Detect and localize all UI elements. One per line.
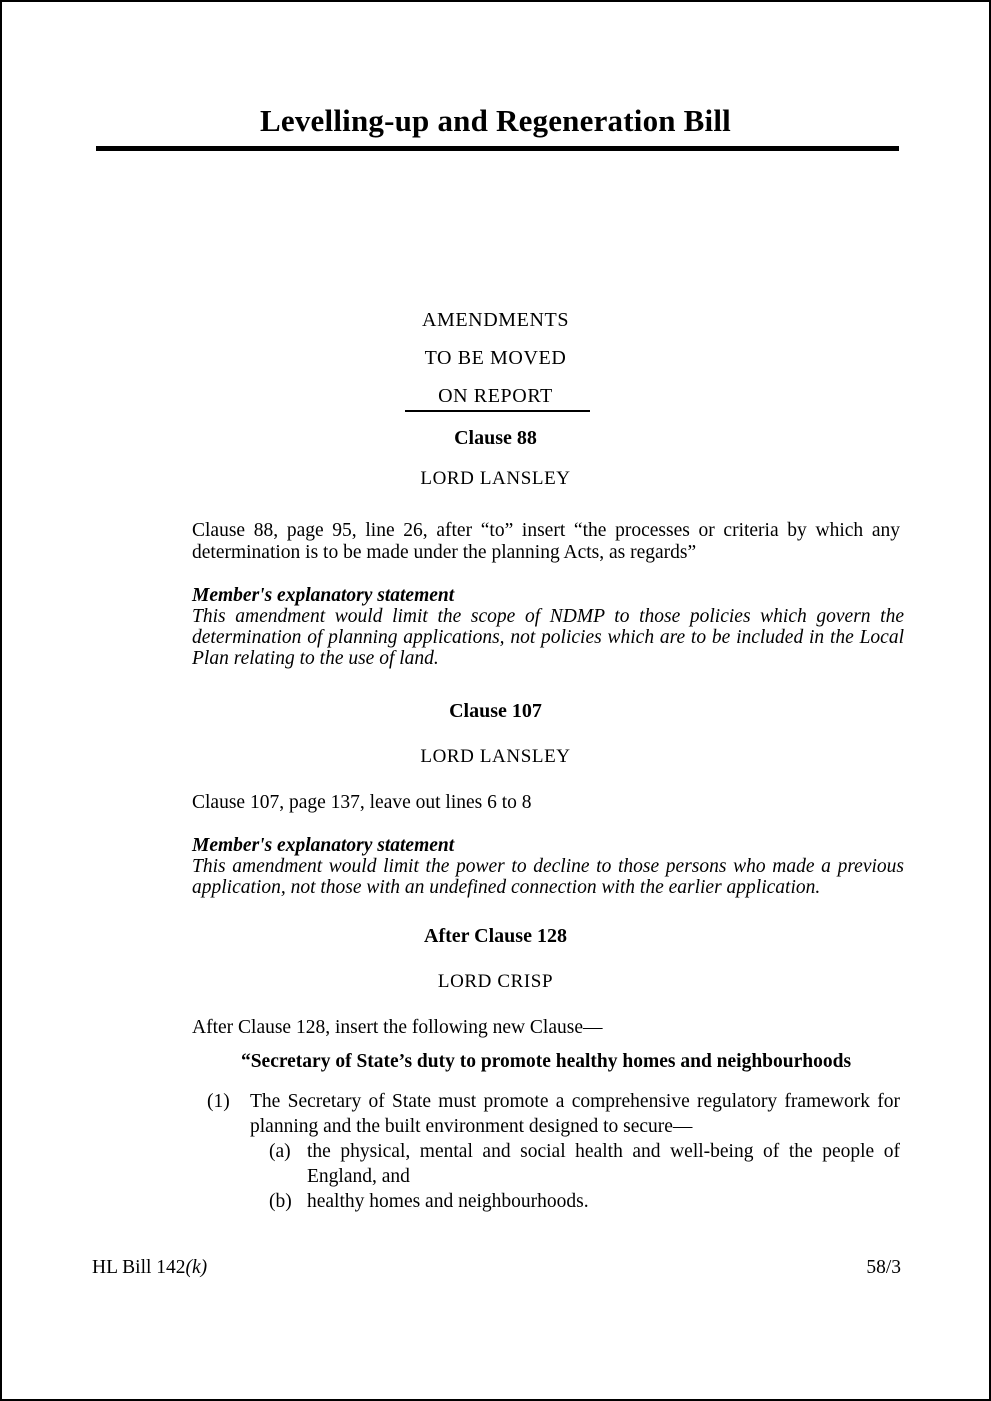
masthead — [2, 301, 989, 415]
clause-107-explanatory-text: This amendment would limit the power to decline to those persons who made a previous application, not those with an undefined connection with the earlier application. — [192, 856, 904, 898]
new-clause-list — [207, 1089, 900, 1214]
bill-number — [92, 1257, 207, 1279]
after-clause-128-amendment-text: After Clause 128, insert the following new Clause— — [192, 1017, 603, 1038]
clause-88-mover: LORD LANSLEY — [420, 468, 571, 489]
clause-107-mover: LORD LANSLEY — [420, 746, 571, 767]
bill-number-suffix: (k) — [185, 1257, 208, 1278]
after-clause-128-mover: LORD CRISP — [437, 971, 554, 992]
subitem-label: (b) — [269, 1191, 292, 1212]
new-clause-item-number: (1) — [207, 1091, 230, 1112]
new-clause-item-1 — [207, 1089, 900, 1214]
clause-88-explanatory-heading: Member's explanatory statement — [192, 585, 455, 606]
bill-title: Levelling-up and Regeneration Bill — [260, 103, 731, 138]
sheet-number: 58/3 — [866, 1257, 901, 1278]
subitem-label: (a) — [269, 1141, 291, 1162]
masthead-rule — [405, 410, 590, 412]
masthead-line-to-be-moved: TO BE MOVED — [424, 347, 567, 369]
clause-107-explanatory-heading: Member's explanatory statement — [192, 835, 455, 856]
after-clause-128-heading: After Clause 128 — [424, 925, 567, 947]
subitem-text: healthy homes and neighbourhoods. — [307, 1191, 589, 1212]
clause-107-amendment-text: Clause 107, page 137, leave out lines 6 to 8 — [192, 792, 532, 813]
page-footer — [92, 1257, 901, 1279]
new-clause-subitem-b — [269, 1189, 900, 1214]
clause-88-amendment-text: Clause 88, page 95, line 26, after “to” insert “the processes or criteria by which any determination is to be made under the planning Acts, as regards” — [192, 520, 900, 563]
new-clause-subitem-a — [269, 1139, 900, 1189]
subitem-text: the physical, mental and social health and well-being of the people of England, and — [307, 1141, 900, 1187]
clause-107-heading: Clause 107 — [449, 700, 542, 722]
new-clause-title: “Secretary of State’s duty to promote healthy homes and neighbourhoods — [240, 1051, 852, 1072]
clause-88-heading: Clause 88 — [454, 427, 537, 449]
new-clause-item-text: The Secretary of State must promote a comprehensive regulatory framework for planning and the built environment designed to secure— — [250, 1091, 900, 1137]
bill-number-text: HL Bill 142 — [92, 1257, 186, 1278]
masthead-line-on-report: ON REPORT — [438, 385, 553, 407]
title-rule — [96, 146, 899, 151]
clause-88-explanatory-text: This amendment would limit the scope of NDMP to those policies which govern the determination of planning applications, not policies which are to be included in the Local Plan relating to the use of land. — [192, 606, 904, 669]
masthead-line-amendments: AMENDMENTS — [421, 309, 570, 331]
